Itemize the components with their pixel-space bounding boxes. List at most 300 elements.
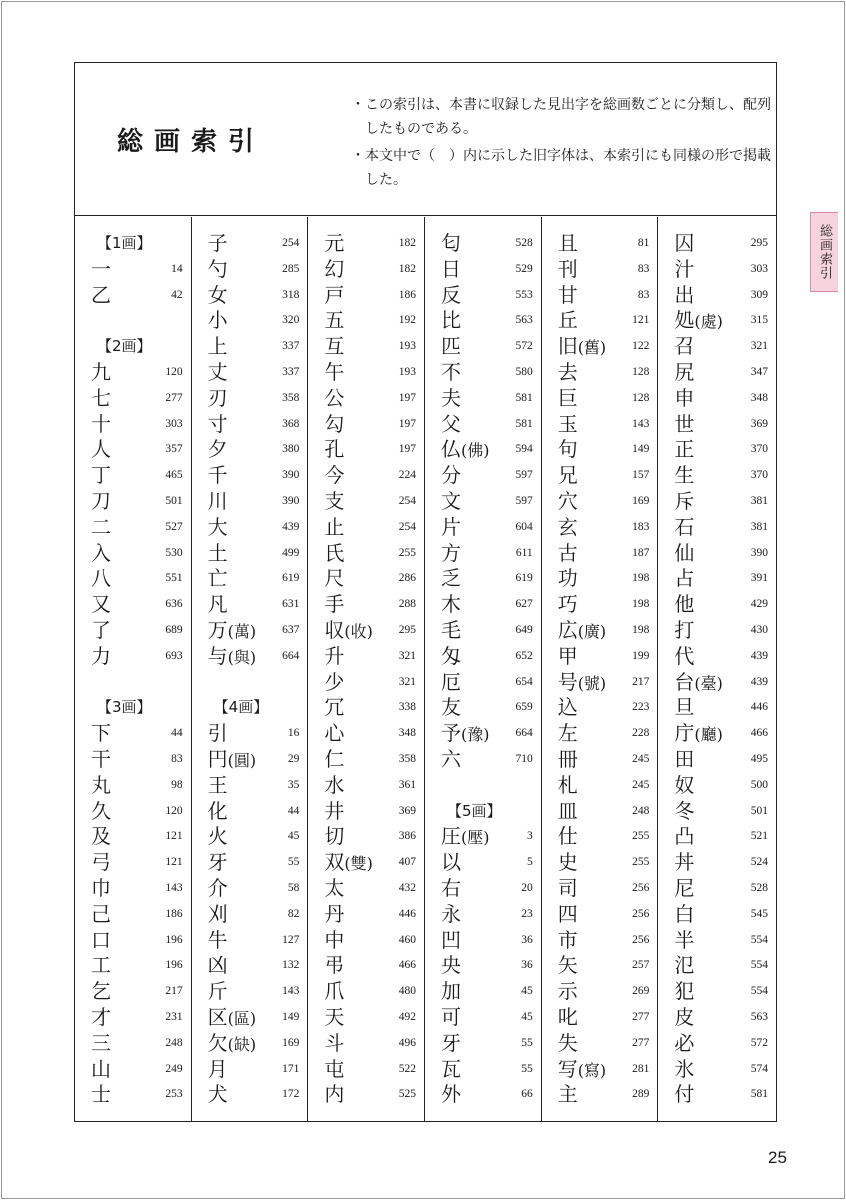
page-reference: 193	[398, 365, 417, 378]
index-entry[interactable]	[658, 670, 776, 696]
kanji-character	[91, 515, 111, 541]
page-reference: 664	[282, 649, 300, 662]
kanji-character	[674, 308, 723, 335]
page-reference: 196	[165, 933, 183, 946]
kanji-character	[674, 1031, 694, 1057]
kanji-character	[441, 695, 461, 721]
index-entry[interactable]	[425, 231, 541, 257]
index-entry[interactable]	[75, 283, 191, 309]
kanji-old-form: (號)	[577, 673, 607, 693]
index-entry[interactable]	[658, 489, 776, 515]
index-entry[interactable]	[192, 979, 308, 1005]
index-entry[interactable]	[75, 1005, 191, 1031]
index-entry[interactable]	[308, 437, 424, 463]
index-entry[interactable]	[542, 1082, 658, 1108]
index-entry[interactable]	[425, 902, 541, 928]
index-box	[74, 62, 777, 1122]
index-entry[interactable]	[75, 257, 191, 283]
index-entry[interactable]	[192, 850, 308, 876]
kanji-old-form: (雙)	[344, 854, 373, 874]
index-entry[interactable]	[308, 1057, 424, 1083]
index-entry[interactable]	[658, 695, 776, 721]
index-entry[interactable]	[75, 618, 191, 644]
index-entry[interactable]	[658, 541, 776, 567]
index-entry[interactable]	[542, 515, 658, 541]
page-reference: 223	[632, 701, 650, 714]
kanji-character	[91, 644, 111, 670]
index-entry[interactable]	[425, 670, 541, 696]
kanji-character	[674, 1005, 694, 1031]
index-entry[interactable]	[542, 334, 658, 360]
index-entry[interactable]	[192, 902, 308, 928]
index-entry[interactable]	[308, 644, 424, 670]
index-entry[interactable]	[308, 902, 424, 928]
index-entry[interactable]	[75, 979, 191, 1005]
index-entry[interactable]	[308, 670, 424, 696]
index-entry[interactable]	[308, 515, 424, 541]
index-entry[interactable]	[192, 412, 308, 438]
index-entry[interactable]	[308, 541, 424, 567]
index-entry[interactable]	[425, 463, 541, 489]
index-entry[interactable]	[542, 1057, 658, 1083]
kanji-character	[441, 824, 490, 851]
index-entry[interactable]	[542, 386, 658, 412]
kanji-main: 互	[324, 334, 345, 359]
index-entry[interactable]	[658, 463, 776, 489]
kanji-main: 夫	[441, 385, 462, 410]
kanji-main: 弓	[91, 850, 111, 875]
index-entry[interactable]	[425, 953, 541, 979]
index-entry[interactable]	[658, 902, 776, 928]
kanji-character	[91, 257, 111, 283]
index-entry[interactable]	[75, 644, 191, 670]
index-entry[interactable]	[425, 695, 541, 721]
index-entry[interactable]	[425, 824, 541, 850]
index-entry[interactable]	[308, 360, 424, 386]
stroke-group-heading: 【2画】	[97, 337, 152, 356]
index-entry[interactable]	[192, 592, 308, 618]
index-entry[interactable]	[75, 1082, 191, 1108]
kanji-old-form: (收)	[344, 621, 373, 641]
page-reference: 446	[398, 907, 417, 920]
kanji-old-form: (萬)	[227, 621, 257, 641]
page-reference: 182	[398, 262, 417, 275]
index-entry[interactable]	[425, 412, 541, 438]
kanji-main: 不	[441, 359, 462, 384]
index-entry[interactable]	[658, 876, 776, 902]
index-entry[interactable]	[75, 437, 191, 463]
index-entry[interactable]	[658, 747, 776, 773]
kanji-main: 打	[674, 617, 695, 642]
index-entry[interactable]	[192, 928, 308, 954]
index-entry[interactable]	[542, 283, 658, 309]
index-entry[interactable]	[658, 824, 776, 850]
kanji-character	[441, 953, 461, 979]
kanji-character	[208, 876, 228, 902]
index-entry[interactable]	[542, 902, 658, 928]
kanji-main: 心	[324, 721, 345, 746]
kanji-main: 火	[207, 824, 228, 849]
index-entry[interactable]	[192, 360, 308, 386]
note-text: この索引は、本書に収録した見出字を総画数ごとに分類し、配列したものである。	[365, 97, 771, 137]
index-entry[interactable]	[425, 515, 541, 541]
kanji-character	[208, 721, 228, 747]
stroke-group-heading: 【5画】	[447, 801, 502, 820]
index-entry[interactable]	[542, 566, 658, 592]
kanji-main: 匂	[441, 231, 462, 255]
index-entry[interactable]	[75, 721, 191, 747]
index-entry[interactable]	[658, 283, 776, 309]
index-entry[interactable]	[308, 721, 424, 747]
index-entry[interactable]	[308, 824, 424, 850]
index-entry[interactable]	[542, 695, 658, 721]
index-entry[interactable]	[425, 360, 541, 386]
index-entry[interactable]	[542, 644, 658, 670]
index-entry[interactable]	[192, 773, 308, 799]
index-entry[interactable]	[75, 953, 191, 979]
kanji-character	[324, 412, 344, 438]
page-reference: 597	[515, 494, 533, 507]
kanji-main: 幻	[324, 256, 345, 281]
index-entry[interactable]	[425, 979, 541, 1005]
kanji-character	[208, 850, 228, 876]
index-entry[interactable]	[425, 437, 541, 463]
index-entry[interactable]	[308, 257, 424, 283]
index-entry[interactable]	[425, 1082, 541, 1108]
index-entry[interactable]	[308, 850, 424, 876]
index-entry[interactable]	[425, 644, 541, 670]
index-entry[interactable]	[192, 386, 308, 412]
page-reference: 228	[632, 727, 650, 740]
kanji-main: 子	[207, 231, 228, 255]
index-entry[interactable]	[75, 876, 191, 902]
index-entry[interactable]	[542, 928, 658, 954]
index-entry[interactable]	[192, 1082, 308, 1108]
index-entry[interactable]	[308, 463, 424, 489]
page-reference: 55	[521, 1036, 533, 1049]
index-entry[interactable]	[75, 850, 191, 876]
kanji-character	[441, 979, 461, 1005]
index-entry[interactable]	[75, 386, 191, 412]
index-entry[interactable]	[75, 541, 191, 567]
index-entry[interactable]	[192, 257, 308, 283]
index-entry[interactable]	[425, 541, 541, 567]
index-entry[interactable]	[75, 592, 191, 618]
index-entry[interactable]	[425, 1057, 541, 1083]
index-entry[interactable]	[192, 721, 308, 747]
kanji-character	[324, 850, 373, 877]
index-entry[interactable]	[425, 876, 541, 902]
index-entry[interactable]	[308, 231, 424, 257]
index-entry[interactable]	[658, 231, 776, 257]
index-entry[interactable]	[192, 824, 308, 850]
page-reference: 44	[287, 804, 300, 817]
index-entry[interactable]	[308, 953, 424, 979]
index-entry[interactable]	[75, 773, 191, 799]
index-entry[interactable]	[425, 747, 541, 773]
index-entry[interactable]	[192, 644, 308, 670]
index-entry[interactable]	[425, 928, 541, 954]
index-entry[interactable]	[542, 308, 658, 334]
kanji-character	[91, 592, 111, 618]
index-entry[interactable]	[658, 566, 776, 592]
index-entry[interactable]	[75, 1057, 191, 1083]
index-entry[interactable]	[542, 721, 658, 747]
index-entry[interactable]	[192, 747, 308, 773]
page-reference: 172	[282, 1088, 300, 1101]
index-entry[interactable]	[308, 747, 424, 773]
index-entry[interactable]	[425, 1031, 541, 1057]
index-entry[interactable]	[658, 308, 776, 334]
index-entry[interactable]	[542, 1005, 658, 1031]
index-entry[interactable]	[542, 437, 658, 463]
kanji-main: 白	[674, 901, 695, 926]
index-entry[interactable]	[658, 1031, 776, 1057]
kanji-main: 句	[557, 437, 578, 462]
index-entry[interactable]	[75, 463, 191, 489]
index-entry[interactable]	[192, 541, 308, 567]
index-entry[interactable]	[658, 928, 776, 954]
index-entry[interactable]	[542, 463, 658, 489]
index-entry[interactable]	[658, 1082, 776, 1108]
page-reference: 315	[750, 314, 769, 327]
index-entry[interactable]	[425, 1005, 541, 1031]
kanji-main: 処	[674, 308, 695, 333]
kanji-main: 六	[441, 746, 462, 771]
page-reference: 83	[171, 752, 183, 765]
index-entry[interactable]	[658, 953, 776, 979]
index-entry[interactable]	[658, 618, 776, 644]
index-entry[interactable]	[308, 489, 424, 515]
page-reference: 248	[632, 804, 650, 817]
index-entry[interactable]	[308, 308, 424, 334]
index-entry[interactable]	[75, 412, 191, 438]
notes	[351, 93, 771, 195]
side-tab-index[interactable]	[810, 212, 838, 292]
index-entry[interactable]	[192, 876, 308, 902]
kanji-main: 広	[557, 617, 578, 642]
kanji-character	[441, 283, 461, 309]
index-entry[interactable]	[75, 1031, 191, 1057]
index-entry[interactable]	[308, 618, 424, 644]
kanji-character	[324, 721, 344, 747]
index-entry[interactable]	[75, 360, 191, 386]
index-entry[interactable]	[542, 489, 658, 515]
index-entry[interactable]	[75, 799, 191, 825]
kanji-main: 予	[441, 721, 462, 746]
index-entry[interactable]	[658, 386, 776, 412]
index-entry[interactable]	[308, 695, 424, 721]
page-reference: 439	[750, 649, 769, 662]
page-reference: 186	[398, 288, 417, 301]
index-entry[interactable]	[75, 747, 191, 773]
index-entry[interactable]	[658, 799, 776, 825]
kanji-main: 台	[674, 669, 695, 694]
index-entry[interactable]	[658, 773, 776, 799]
page-reference: 439	[750, 675, 769, 688]
index-entry[interactable]	[658, 515, 776, 541]
page-reference: 309	[750, 288, 769, 301]
kanji-character	[558, 437, 578, 463]
index-entry[interactable]	[658, 257, 776, 283]
index-entry[interactable]	[542, 953, 658, 979]
index-entry[interactable]	[308, 928, 424, 954]
index-entry[interactable]	[542, 541, 658, 567]
index-entry[interactable]	[542, 824, 658, 850]
index-entry[interactable]	[542, 618, 658, 644]
page-reference: 525	[398, 1088, 417, 1101]
index-entry[interactable]	[192, 799, 308, 825]
index-entry[interactable]	[658, 1057, 776, 1083]
kanji-character	[674, 437, 694, 463]
kanji-character	[91, 283, 111, 309]
kanji-old-form: (缺)	[227, 1034, 257, 1054]
index-entry[interactable]	[75, 902, 191, 928]
index-entry[interactable]	[542, 850, 658, 876]
page-reference: 255	[398, 546, 417, 559]
index-entry[interactable]	[542, 360, 658, 386]
index-entry[interactable]	[192, 566, 308, 592]
index-entry[interactable]	[308, 386, 424, 412]
kanji-character	[674, 721, 723, 748]
index-entry[interactable]	[425, 257, 541, 283]
index-entry[interactable]	[542, 670, 658, 696]
index-entry[interactable]	[425, 721, 541, 747]
index-entry[interactable]	[425, 489, 541, 515]
index-entry[interactable]	[75, 515, 191, 541]
index-entry[interactable]	[192, 231, 308, 257]
index-entry[interactable]	[308, 283, 424, 309]
index-entry[interactable]	[658, 437, 776, 463]
kanji-character	[441, 515, 461, 541]
page-reference: 277	[632, 1010, 650, 1023]
index-entry[interactable]	[75, 566, 191, 592]
index-entry[interactable]	[658, 412, 776, 438]
page-reference: 496	[398, 1036, 417, 1049]
index-entry[interactable]	[658, 334, 776, 360]
kanji-character	[91, 437, 111, 463]
kanji-main: 示	[557, 979, 578, 1004]
index-entry[interactable]	[75, 928, 191, 954]
page-reference: 611	[515, 546, 533, 559]
kanji-main: 土	[207, 540, 228, 565]
kanji-character	[674, 257, 694, 283]
index-entry[interactable]	[425, 592, 541, 618]
kanji-main: 止	[324, 514, 345, 539]
index-entry[interactable]	[542, 773, 658, 799]
index-entry[interactable]	[542, 799, 658, 825]
index-entry[interactable]	[658, 360, 776, 386]
page-reference: 652	[515, 649, 533, 662]
index-entry[interactable]	[192, 1031, 308, 1057]
page-reference: 143	[632, 417, 650, 430]
kanji-main: 凡	[207, 592, 228, 617]
kanji-character	[91, 1082, 111, 1108]
index-entry[interactable]	[308, 1031, 424, 1057]
index-entry[interactable]	[542, 412, 658, 438]
index-entry[interactable]	[425, 283, 541, 309]
index-entry[interactable]	[658, 721, 776, 747]
page-reference: 196	[165, 959, 183, 972]
index-entry[interactable]	[425, 386, 541, 412]
kanji-character	[441, 360, 461, 386]
page-reference: 501	[750, 804, 769, 817]
index-entry[interactable]	[75, 489, 191, 515]
index-entry[interactable]	[308, 876, 424, 902]
kanji-main: 内	[324, 1082, 345, 1107]
kanji-old-form: (區)	[227, 1008, 257, 1028]
index-entry[interactable]	[542, 979, 658, 1005]
index-entry[interactable]	[308, 773, 424, 799]
index-entry[interactable]	[425, 566, 541, 592]
index-entry[interactable]	[192, 463, 308, 489]
index-entry[interactable]	[425, 618, 541, 644]
index-entry[interactable]	[192, 437, 308, 463]
index-entry[interactable]	[658, 592, 776, 618]
index-entry[interactable]	[192, 283, 308, 309]
index-entry[interactable]	[308, 334, 424, 360]
kanji-main: 仁	[324, 746, 345, 771]
index-entry[interactable]	[192, 515, 308, 541]
index-entry[interactable]	[308, 799, 424, 825]
page-reference: 527	[165, 520, 183, 533]
index-entry[interactable]	[308, 566, 424, 592]
kanji-main: 千	[207, 463, 228, 488]
index-entry[interactable]	[192, 953, 308, 979]
index-entry[interactable]	[542, 876, 658, 902]
index-entry[interactable]	[192, 334, 308, 360]
index-entry[interactable]	[658, 1005, 776, 1031]
index-entry[interactable]	[542, 257, 658, 283]
index-entry[interactable]	[192, 1057, 308, 1083]
index-entry[interactable]	[192, 618, 308, 644]
index-entry[interactable]	[658, 850, 776, 876]
index-entry[interactable]	[658, 644, 776, 670]
index-entry[interactable]	[192, 489, 308, 515]
index-entry[interactable]	[425, 308, 541, 334]
index-entry[interactable]	[658, 979, 776, 1005]
kanji-main: 巨	[557, 385, 578, 410]
index-entry[interactable]	[75, 824, 191, 850]
index-entry[interactable]	[308, 979, 424, 1005]
kanji-main: 天	[324, 1004, 345, 1029]
kanji-character	[558, 566, 578, 592]
kanji-main: 弔	[324, 953, 345, 978]
index-entry[interactable]	[192, 1005, 308, 1031]
index-entry[interactable]	[542, 231, 658, 257]
kanji-main: 旧	[557, 334, 578, 359]
kanji-main: 爪	[324, 979, 345, 1004]
kanji-character	[91, 773, 111, 799]
index-entry[interactable]	[308, 1082, 424, 1108]
index-entry[interactable]	[542, 747, 658, 773]
page-reference: 637	[282, 623, 300, 636]
index-entry[interactable]	[425, 334, 541, 360]
kanji-character	[558, 283, 578, 309]
kanji-main: 巾	[91, 875, 111, 900]
kanji-character	[91, 566, 111, 592]
index-entry[interactable]	[542, 1031, 658, 1057]
index-entry[interactable]	[308, 592, 424, 618]
index-entry[interactable]	[425, 850, 541, 876]
index-entry[interactable]	[308, 412, 424, 438]
index-entry[interactable]	[308, 1005, 424, 1031]
page-reference: 66	[521, 1088, 533, 1101]
index-entry[interactable]	[542, 592, 658, 618]
index-entry[interactable]	[192, 308, 308, 334]
kanji-main: 七	[91, 385, 111, 410]
kanji-character	[208, 618, 257, 645]
